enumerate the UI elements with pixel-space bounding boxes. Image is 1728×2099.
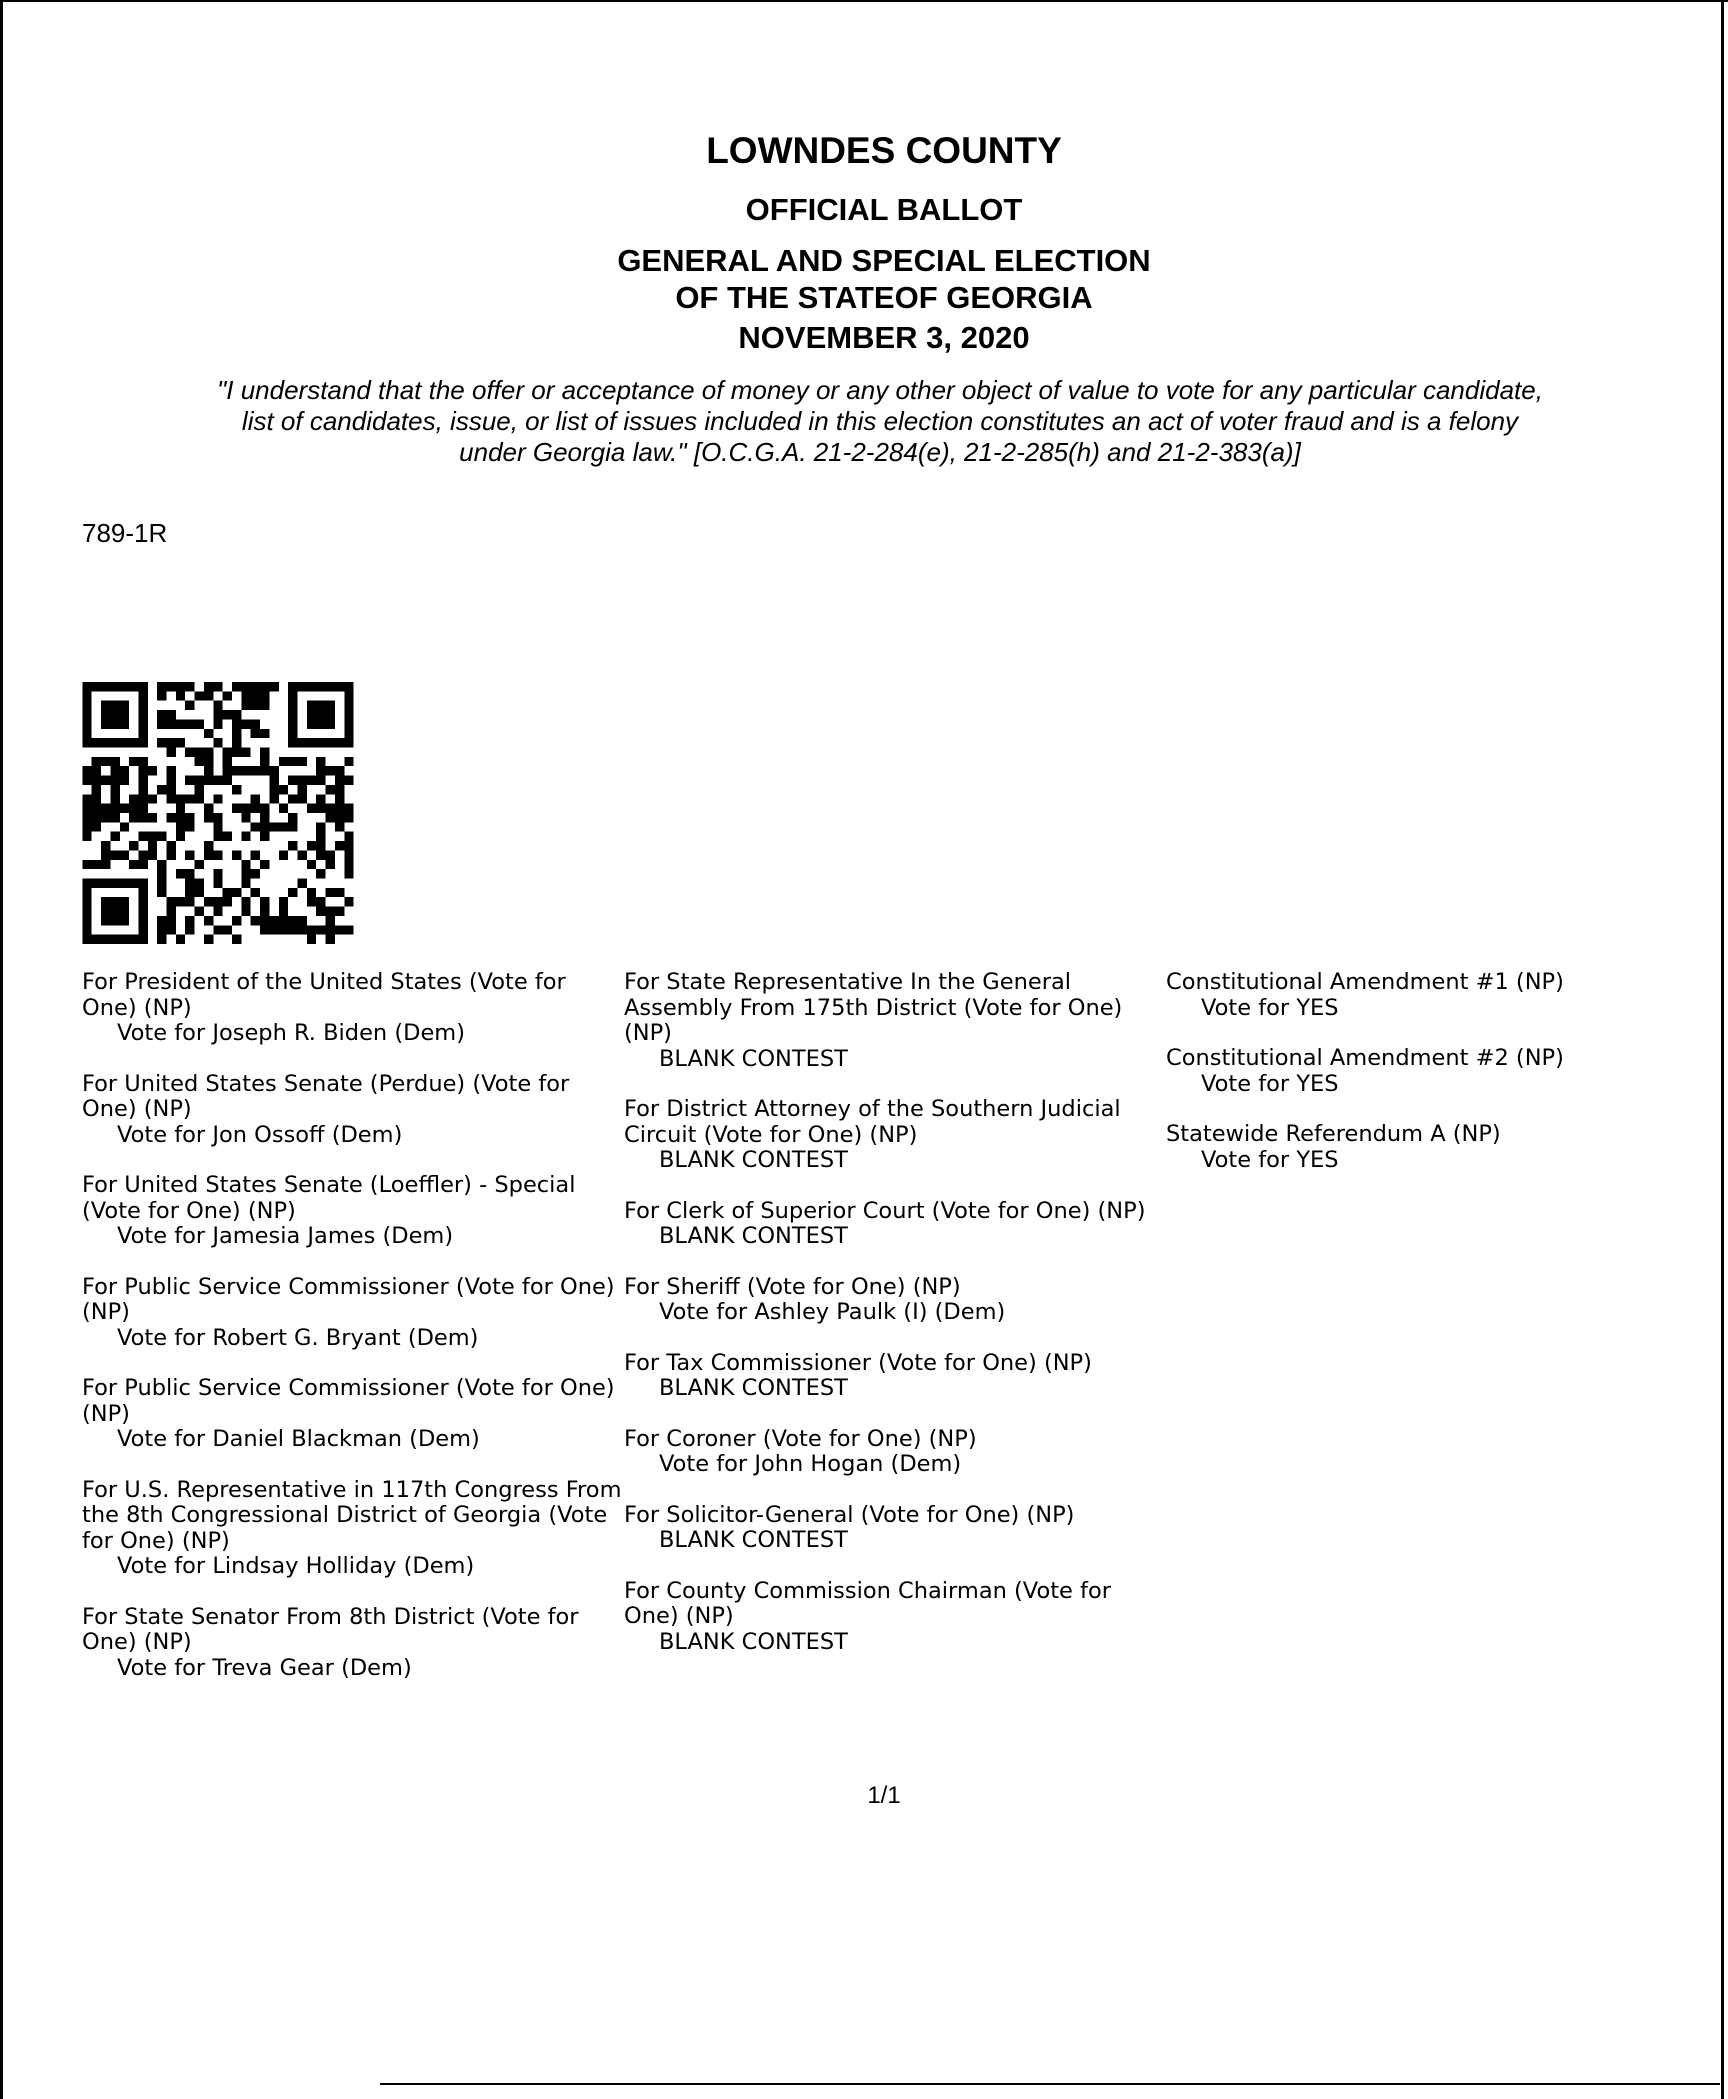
contest-column-1 — [82, 970, 622, 1706]
contest-selection: BLANK CONTEST — [659, 1045, 848, 1072]
contest-selection: Vote for Lindsay Holliday (Dem) — [117, 1553, 475, 1579]
contest-block — [624, 1427, 1164, 1478]
contest-selection: Vote for Jamesia James (Dem) — [117, 1223, 454, 1249]
contest-block — [82, 1478, 622, 1580]
contest-title: Constitutional Amendment #2 (NP) — [1166, 1045, 1564, 1071]
contest-block — [1166, 970, 1706, 1021]
voter-fraud-statement — [60, 375, 1700, 468]
contest-title: For District Attorney of the Southern Judicial Circuit (Vote for One) (NP) — [624, 1096, 1121, 1148]
contest-block — [624, 1579, 1164, 1656]
contest-block — [1166, 1046, 1706, 1097]
contest-title: For Solicitor-General (Vote for One) (NP) — [624, 1501, 1075, 1528]
contest-selection: BLANK CONTEST — [659, 1375, 848, 1401]
contest-column-3 — [1166, 970, 1706, 1198]
contest-title: For State Representative In the General Assembly From 175th District (Vote for One) (NP) — [624, 969, 1123, 1046]
contest-title: For Public Service Commissioner (Vote for One) (NP) — [82, 1273, 615, 1325]
contest-title: For Clerk of Superior Court (Vote for One) (NP) — [624, 1197, 1146, 1224]
contest-block — [82, 1275, 622, 1352]
contest-block — [624, 1097, 1164, 1174]
contest-block — [624, 1351, 1164, 1402]
contest-selection: Vote for Joseph R. Biden (Dem) — [117, 1020, 465, 1046]
page-number: 1/1 — [867, 1782, 901, 1809]
contest-selection: Vote for YES — [1201, 994, 1339, 1021]
contest-title: For Coroner (Vote for One) (NP) — [624, 1425, 977, 1452]
statement-line: list of candidates, issue, or list of issues included in this election constitutes an act of voter fraud and is a felony — [241, 406, 1519, 436]
page-border-top — [0, 0, 1728, 2]
contest-title: For United States Senate (Loeffler) - Special (Vote for One) (NP) — [82, 1172, 576, 1224]
contest-selection: Vote for Robert G. Bryant (Dem) — [117, 1324, 479, 1351]
contest-block — [624, 1275, 1164, 1326]
contest-selection: Vote for Treva Gear (Dem) — [117, 1654, 412, 1681]
contest-selection: BLANK CONTEST — [659, 1223, 848, 1249]
county-title: LOWNDES COUNTY — [706, 130, 1062, 171]
contest-selection: Vote for YES — [1201, 1070, 1339, 1097]
ballot-style-code: 789-1R — [82, 518, 168, 548]
contest-title: For Public Service Commissioner (Vote for One) (NP) — [82, 1375, 615, 1427]
election-title-line2: OF THE STATEOF GEORGIA — [675, 280, 1093, 315]
election-title-line1: GENERAL AND SPECIAL ELECTION — [617, 243, 1151, 278]
contest-block — [1166, 1122, 1706, 1173]
statement-line: under Georgia law." [O.C.G.A. 21-2-284(e), 21-2-285(h) and 21-2-383(a)] — [459, 437, 1301, 467]
contest-title: Statewide Referendum A (NP) — [1166, 1121, 1501, 1147]
contest-block — [624, 970, 1164, 1072]
contest-title: For U.S. Representative in 117th Congress From the 8th Congressional District of Georgia (Vote for One) (NP) — [82, 1476, 622, 1554]
contest-title: For United States Senate (Perdue) (Vote for One) (NP) — [82, 1070, 570, 1122]
contest-block — [624, 1503, 1164, 1554]
contest-selection: BLANK CONTEST — [659, 1628, 848, 1655]
contest-block — [82, 970, 622, 1047]
contest-title: For Tax Commissioner (Vote for One) (NP) — [624, 1349, 1092, 1376]
contest-block — [82, 1605, 622, 1682]
contest-column-2 — [624, 970, 1164, 1680]
contest-block — [82, 1072, 622, 1149]
election-date: NOVEMBER 3, 2020 — [738, 320, 1030, 355]
statement-line: "I understand that the offer or acceptance of money or any other object of value to vote for any particular candidate, — [217, 375, 1543, 405]
contest-selection: Vote for YES — [1201, 1146, 1339, 1173]
contest-selection: Vote for Ashley Paulk (I) (Dem) — [659, 1299, 1006, 1325]
contest-title: For State Senator From 8th District (Vote for One) (NP) — [82, 1603, 579, 1655]
contest-selection: Vote for Daniel Blackman (Dem) — [117, 1426, 480, 1452]
contest-selection: BLANK CONTEST — [659, 1527, 848, 1553]
contest-block — [624, 1199, 1164, 1250]
contest-title: For Sheriff (Vote for One) (NP) — [624, 1273, 961, 1300]
qr-code-icon — [82, 682, 354, 944]
contest-title: Constitutional Amendment #1 (NP) — [1166, 969, 1564, 995]
ballot-type-title: OFFICIAL BALLOT — [745, 192, 1023, 227]
contest-selection: Vote for Jon Ossoff (Dem) — [117, 1121, 403, 1148]
contest-selection: Vote for John Hogan (Dem) — [659, 1451, 962, 1477]
contest-selection: BLANK CONTEST — [659, 1147, 848, 1173]
contest-title: For President of the United States (Vote for One) (NP) — [82, 969, 566, 1021]
contest-block — [82, 1173, 622, 1250]
contest-title: For County Commission Chairman (Vote for One) (NP) — [624, 1577, 1111, 1629]
contest-block — [82, 1376, 622, 1453]
page-border-bottom — [380, 2083, 1720, 2085]
